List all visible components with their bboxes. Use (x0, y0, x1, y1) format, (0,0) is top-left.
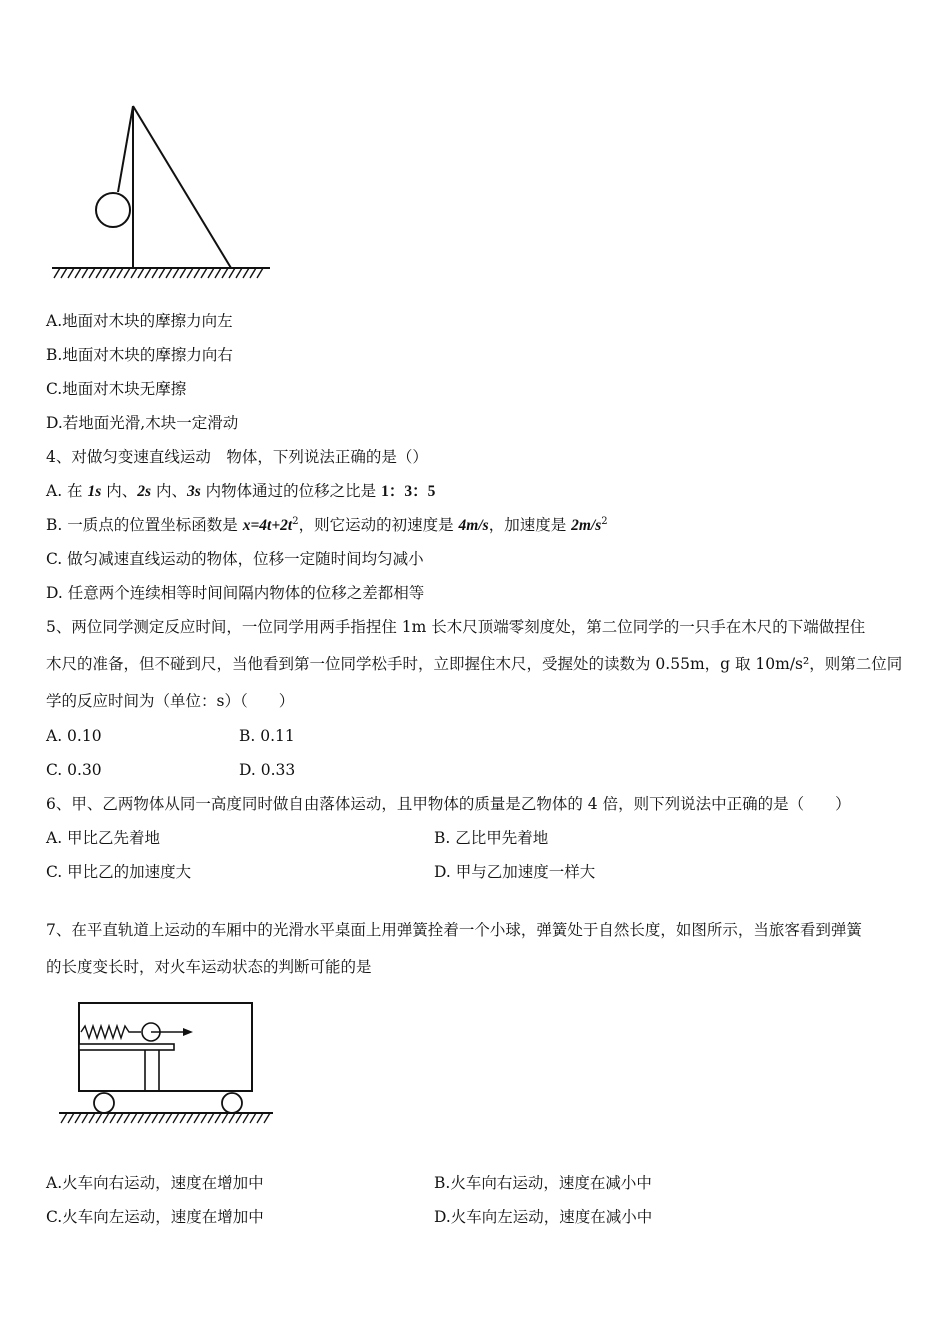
train-spring-figure (55, 995, 280, 1135)
q4-option-b: B. 一质点的位置坐标函数是 $x=4t+2t^2$，则它运动的初速度是 4m/s，加速度是 $2m/s^2$ (46, 516, 608, 534)
q3-option-d: D.若地面光滑,木块一定滑动 (46, 414, 239, 432)
q5-option-d: D. 0.33 (239, 761, 296, 779)
q5-option-c: C. 0.30 (46, 761, 102, 779)
q3-option-c: C.地面对木块无摩擦 (46, 380, 187, 398)
q7-option-c: C.火车向左运动，速度在增加中 (46, 1208, 264, 1226)
incline-ball-figure (48, 100, 278, 285)
q6-option-a: A. 甲比乙先着地 (46, 829, 161, 847)
q5-stem-line2: 木尺的准备，但不碰到尺，当他看到第一位同学松手时，立即握住木尺，受握处的读数为 0.55m，g 取 10m/s²，则第二位同 (46, 655, 903, 673)
q3-option-a: A.地面对木块的摩擦力向左 (46, 312, 233, 330)
q7-option-d: D.火车向左运动，速度在减小中 (434, 1208, 653, 1226)
q4-option-a: A. 在 1s 内、2s 内、3s 内物体通过的位移之比是 1：3：5 (46, 482, 436, 500)
q6-option-d: D. 甲与乙加速度一样大 (434, 863, 596, 881)
q7-option-a: A.火车向右运动，速度在增加中 (46, 1174, 264, 1192)
q4-option-d: D. 任意两个连续相等时间间隔内物体的位移之差都相等 (46, 584, 425, 602)
q5-option-b: B. 0.11 (239, 727, 295, 745)
q5-option-a: A. 0.10 (46, 727, 102, 745)
q6-option-b: B. 乙比甲先着地 (434, 829, 549, 847)
q5-stem-line3: 学的反应时间为（单位：s）（ ） (46, 692, 295, 710)
q5-stem-line1: 5、两位同学测定反应时间，一位同学用两手指捏住 1m 长木尺顶端零刻度处，第二位同学的一只手在木尺的下端做捏住 (46, 618, 866, 636)
q7-stem-line1: 7、在平直轨道上运动的车厢中的光滑水平桌面上用弹簧拴着一个小球，弹簧处于自然长度，如图所示，当旅客看到弹簧 (46, 921, 862, 939)
q7-stem-line2: 的长度变长时，对火车运动状态的判断可能的是 (46, 958, 372, 976)
q4-option-c: C. 做匀减速直线运动的物体，位移一定随时间均匀减小 (46, 550, 424, 568)
q6-stem: 6、甲、乙两物体从同一高度同时做自由落体运动，且甲物体的质量是乙物体的 4 倍，则下列说法中正确的是（ ） (46, 795, 851, 813)
q7-option-b: B.火车向右运动，速度在减小中 (434, 1174, 652, 1192)
q6-option-c: C. 甲比乙的加速度大 (46, 863, 192, 881)
q4-stem: 4、对做匀变速直线运动 物体，下列说法正确的是（） (46, 448, 428, 466)
q3-option-b: B.地面对木块的摩擦力向右 (46, 346, 233, 364)
